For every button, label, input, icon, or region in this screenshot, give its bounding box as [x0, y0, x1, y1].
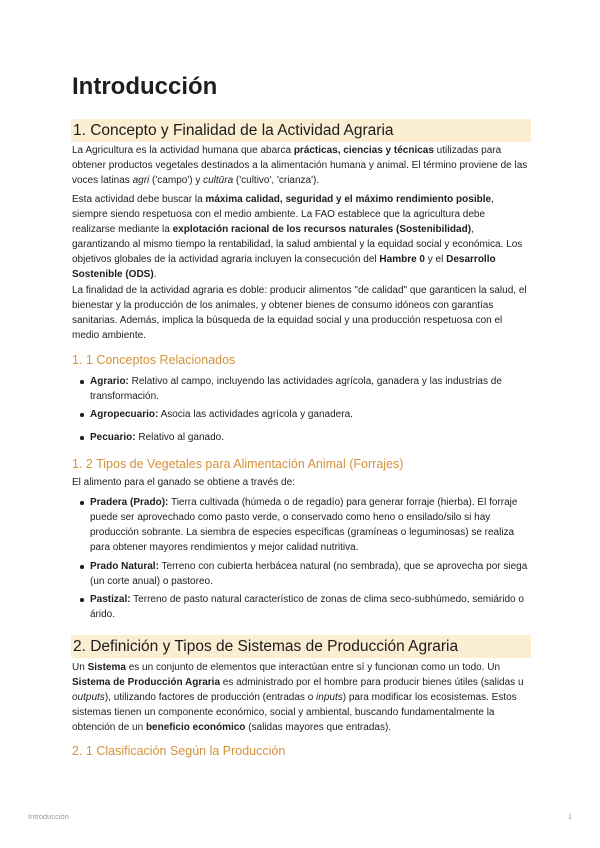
section-1-2-intro: El alimento para el ganado se obtiene a través de:	[72, 477, 295, 488]
section-2-1-heading: 2. 1 Clasificación Según la Producción	[72, 744, 286, 758]
list-item: Agropecuario: Asocia las actividades agrícola y ganadera.	[90, 407, 528, 422]
section-1-1-heading: 1. 1 Conceptos Relacionados	[72, 353, 236, 367]
page-title: Introducción	[72, 73, 218, 100]
section-1-paragraph-3: La finalidad de la actividad agraria es doble: producir alimentos "de calidad" que garanticen la salud, el bienestar y la producción de los animales, y obtener bienes de consumo idóneos con garantías sanitarias. Además, implica la búsqueda de la equidad social y una producción respetuosa con el medio ambiente.	[72, 285, 527, 341]
list-item: Pradera (Prado): Tierra cultivada (húmeda o de regadío) para generar forraje (hierba). El forraje puede ser aprovechado como pasto verde, o conservado como heno o ensilado/silo si hay producción sobrante. La siembra de especies específicas (gramíneas o leguminosas) se realiza para obtener mayores rendimientos y mejor calidad nutritiva.	[90, 495, 528, 555]
section-2-paragraph-1: Un Sistema es un conjunto de elementos que interactúan entre sí y funcionan como un todo. Un Sistema de Producción Agraria es administrado por el hombre para producir bienes útiles (salidas u outputs), utilizando factores de producción (entradas o inputs) para modificar los ecosistemas. Estos sistemas tienen un componente económico, social y ambiental, buscando fundamentalmente la obtención de un beneficio económico (salidas mayores que entradas).	[72, 662, 524, 733]
page-number: 1	[567, 812, 572, 821]
footer-title: Introducción	[28, 812, 69, 821]
section-1-paragraph-2: Esta actividad debe buscar la máxima calidad, seguridad y el máximo rendimiento posible, siempre siendo respetuosa con el medio ambiente. La FAO establece que la agricultura debe realizarse mediante la explotación racional de los recursos naturales (Sostenibilidad), garantizando al mismo tiempo la rentabilidad, la salud ambiental y la equidad social y económica. Los objetivos globales de la actividad agraria incluyen la consecución del Hambre 0 y el Desarrollo Sostenible (ODS).	[72, 194, 523, 280]
list-item: Agrario: Relativo al campo, incluyendo las actividades agrícola, ganadera y las industrias de transformación.	[90, 374, 528, 404]
section-1-heading: 1. Concepto y Finalidad de la Actividad Agraria	[71, 119, 531, 142]
section-2-heading: 2. Definición y Tipos de Sistemas de Producción Agraria	[71, 635, 531, 658]
list-item: Pecuario: Relativo al ganado.	[90, 430, 528, 445]
list-item: Prado Natural: Terreno con cubierta herbácea natural (no sembrada), que se aprovecha por siega (un corte anual) o pastoreo.	[90, 559, 528, 589]
section-1-paragraph-1: La Agricultura es la actividad humana que abarca prácticas, ciencias y técnicas utilizadas para obtener productos vegetales destinados a la alimentación humana y animal. El término proviene de las voces latinas agri ('campo') y cultūra ('cultivo', 'crianza').	[72, 145, 528, 186]
section-1-2-heading: 1. 2 Tipos de Vegetales para Alimentación Animal (Forrajes)	[72, 457, 404, 471]
list-item: Pastizal: Terreno de pasto natural característico de zonas de clima seco-subhúmedo, semiárido o árido.	[90, 592, 528, 622]
